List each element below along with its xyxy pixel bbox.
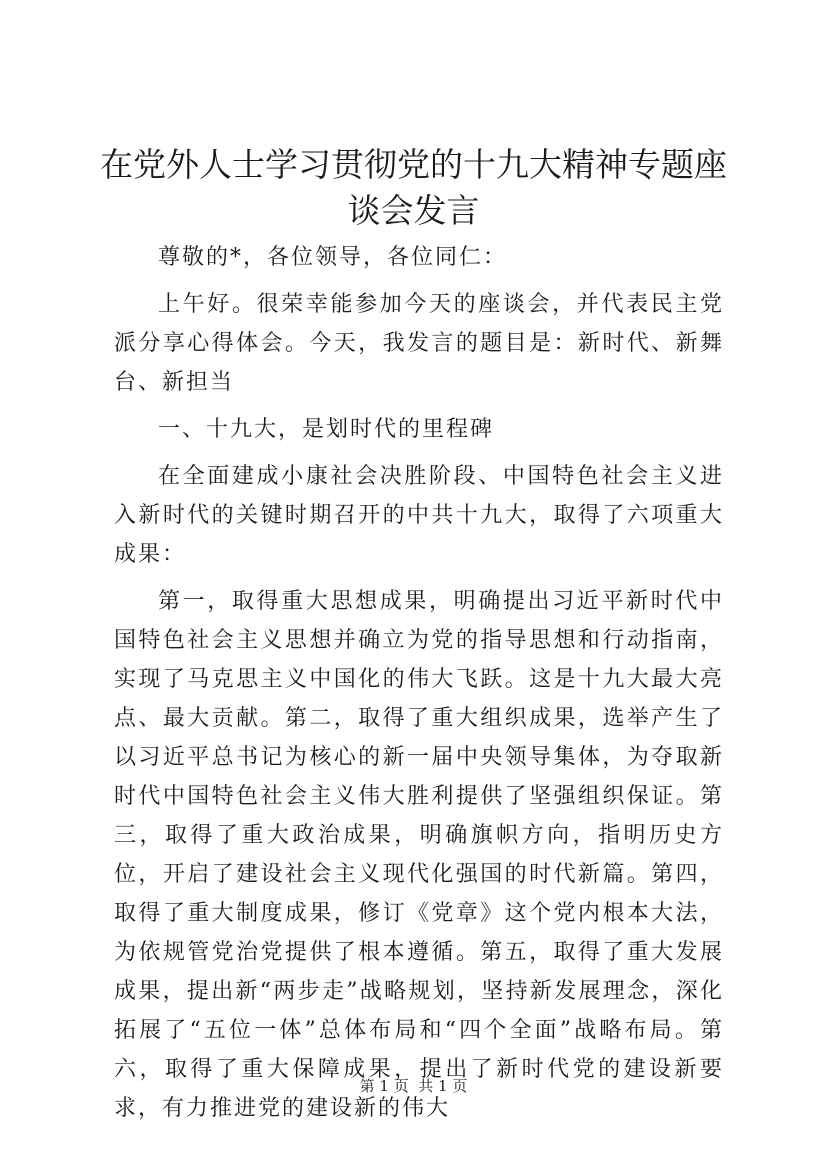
page-footer <box>0 1076 827 1096</box>
section-heading: 一、十九大，是划时代的里程碑 <box>158 417 495 442</box>
salutation-paragraph: 尊敬的*，各位领导，各位同仁： <box>158 245 508 270</box>
page-number: 第 1 页 共 1 页 <box>359 1077 468 1095</box>
greeting-paragraph: 上午好。很荣幸能参加今天的座谈会，并代表民主党派分享心得体会。今天，我发言的题目是：新时代、新舞台、新担当 <box>114 292 724 395</box>
intro-paragraph: 在全面建成小康社会决胜阶段、中国特色社会主义进入新时代的关键时期召开的中共十九大，取得了六项重大成果： <box>114 464 724 567</box>
document-body <box>114 238 724 1128</box>
achievements-paragraph: 第一，取得重大思想成果，明确提出习近平新时代中国特色社会主义思想并确立为党的指导思想和行动指南，实现了马克思主义中国化的伟大飞跃。这是十九大最大亮点、最大贡献。第二，取得了重大组织成果，选举产生了以习近平总书记为核心的新一届中央领导集体，为夺取新时代中国特色社会主义伟大胜利提供了坚强组织保证。第三，取得了重大政治成果，明确旗帜方向，指明历史方位，开启了建设社会主义现代化强国的时代新篇。第四，取得了重大制度成果，修订《党章》这个党内根本大法，为依规管党治党提供了根本遵循。第五，取得了重大发展成果，提出新“两步走”战略规划，坚持新发展理念，深化拓展了“五位一体”总体布局和“四个全面”战略布局。第六，取得了重大保障成果，提出了新时代党的建设新要求，有力推进党的建设新的伟大 <box>114 589 724 1121</box>
document-title: 在党外人士学习贯彻党的十九大精神专题座谈会发言 <box>100 145 727 230</box>
